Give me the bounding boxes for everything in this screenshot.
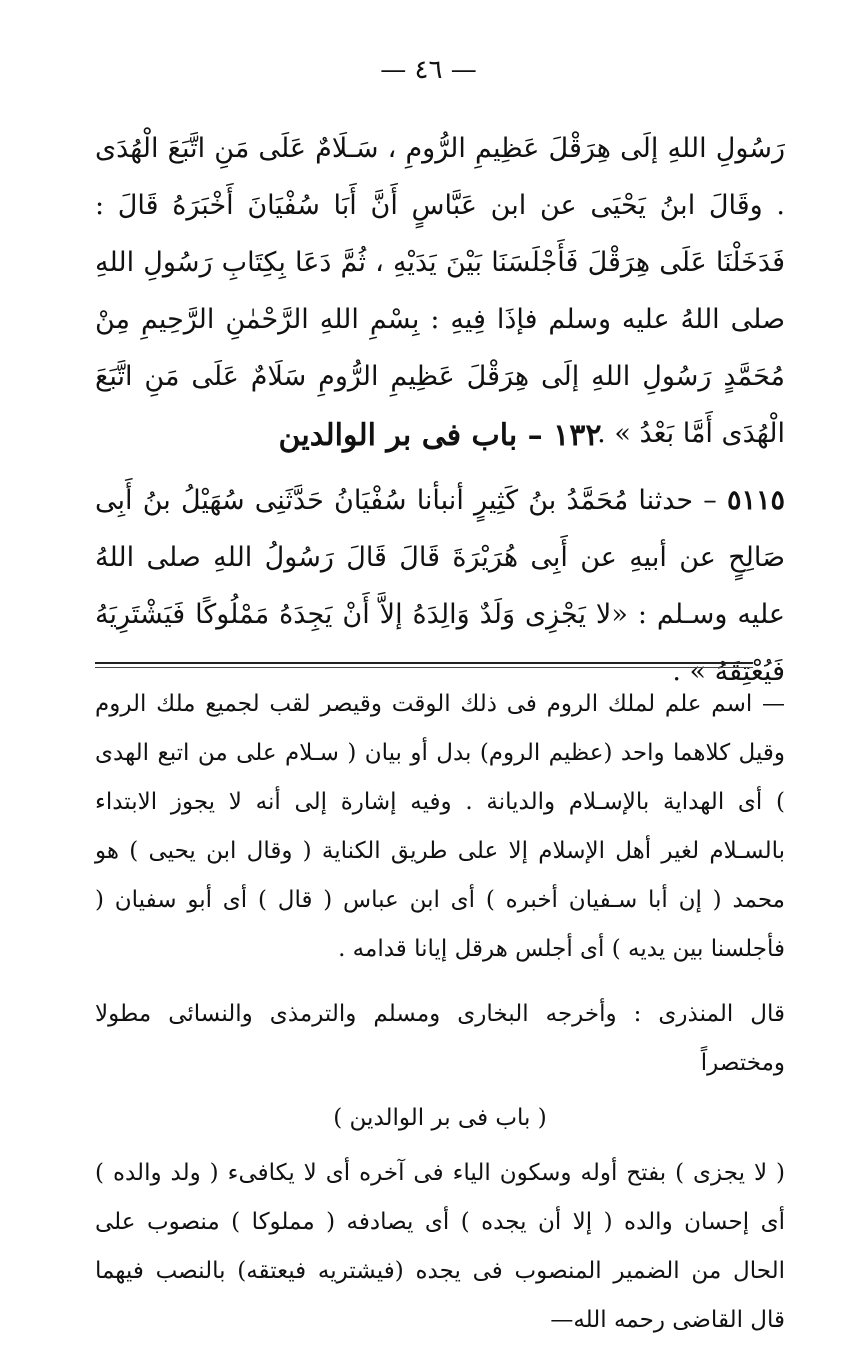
main-text-block — [95, 120, 785, 462]
hadith-number: ٥١١٥ — [726, 485, 785, 516]
commentary-paragraph: ( لا يجزى ) بفتح أوله وسكون الياء فى آخره أى لا يكافىء ( ولد والده ) أى إحسان والده ( إلا أن يجده ) أى يصادفه ( مملوكا ) منصوب على الحال من الضمير المنصوب فى يجده (فيشتريه فيعتقه) بالنصب فيهما قال القاضى رحمه الله— — [95, 1160, 785, 1333]
chapter-heading: ١٣٢ – باب فى بر الوالدين — [278, 418, 602, 453]
main-text-paragraph: رَسُولِ اللهِ إلَى هِرَقْلَ عَظِيمِ الرُّومِ ، سَـلَامٌ عَلَى مَنِ اتَّبَعَ الْهُدَى . وقَالَ ابنُ يَحْيَى عن ابن عَبَّاسٍ أَنَّ أَبَا سُفْيَانَ أَخْبَرَهُ قَالَ : فَدَخَلْنَا عَلَى هِرَقْلَ فَأَجْلَسَنَا بَيْنَ يَدَيْهِ ، ثُمَّ دَعَا بِكِتَابِ رَسُولِ اللهِ صلى اللهُ عليه وسلم فإذَا فِيهِ : بِسْمِ اللهِ الرَّحْمٰنِ الرَّحِيمِ مِنْ مُحَمَّدٍ رَسُولِ اللهِ إلَى هِرَقْلَ عَظِيمِ الرُّومِ سَلَامٌ عَلَى مَنِ اتَّبَعَ الْهُدَى أَمَّا بَعْدُ » . — [95, 133, 785, 449]
hadith-block — [95, 472, 785, 700]
hadith-text: – حدثنا مُحَمَّدُ بنُ كَثِيرٍ أنبأنا سُفْيَانُ حَدَّثَنِى سُهَيْلُ بنُ أَبِى صَالِحٍ عن أبيهِ عن أَبِى هُرَيْرَةَ قَالَ قَالَ رَسُولُ اللهِ صلى اللهُ عليه وسـلم : «لا يَجْزِى وَلَدٌ وَالِدَهُ إلاَّ أَنْ يَجِدَهُ مَمْلُوكًا فَيَشْتَرِيَهُ فَيُعْتِقَهُ » . — [95, 485, 785, 687]
commentary-chapter-title: ( باب فى بر الوالدين ) — [333, 1105, 547, 1131]
commentary-block — [95, 680, 785, 1345]
footnote-separator — [95, 662, 753, 664]
page-number: — ٤٦ — — [380, 55, 477, 85]
hadith-paragraph — [95, 472, 785, 700]
mundhiri-note: قال المنذرى : وأخرجه البخارى ومسلم والترمذى والنسائى مطولا ومختصراً — [95, 1001, 785, 1076]
commentary-paragraph: — اسم علم لملك الروم فى ذلك الوقت وقيصر لقب لجميع ملك الروم وقيل كلاهما واحد (عظيم الروم) بدل أو بيان ( سـلام على من اتبع الهدى ) أى الهداية بالإسـلام والديانة . وفيه إشارة إلى أنه لا يجوز الابتداء بالسـلام لغير أهل الإسلام إلا على طريق الكناية ( وقال ابن يحيى ) هو محمد ( إن أبا سـفيان أخبره ) أى ابن عباس ( قال ) أى أبو سفيان ( فأجلسنا بين يديه ) أى أجلس هرقل إيانا قدامه . — [95, 691, 786, 962]
